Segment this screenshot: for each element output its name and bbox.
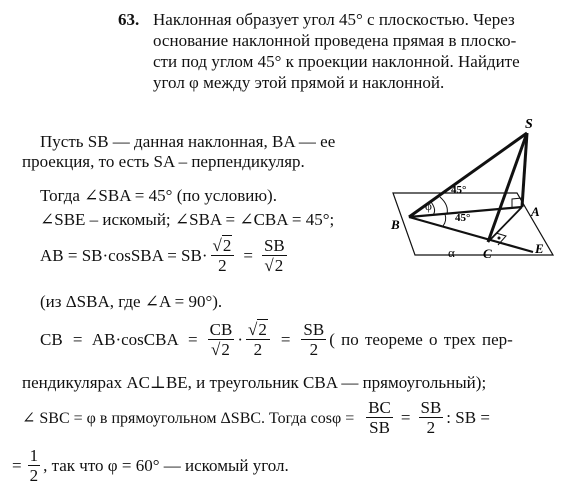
line-BE: [409, 217, 533, 252]
fraction-bc-over-sb: $\frac{BC}{SB}$: [368, 398, 391, 437]
angle-arc-45-top: [440, 197, 447, 214]
sqrt-symbol: √2: [212, 236, 232, 255]
equation-cos-phi-lhs: ∠ SBC = φ в прямоугольном ΔSBC. Тогда cosφ =: [22, 409, 355, 427]
equation-ab-lhs: AB = SB·cosSBA = SB·: [40, 245, 208, 265]
solution-intro-1: Пусть SB — данная наклонная, BA — ее: [40, 132, 336, 151]
sqrt-symbol: √2: [211, 340, 230, 359]
label-alpha: α: [448, 245, 455, 260]
equals-sign: =: [400, 407, 411, 427]
fraction-sb-over-2: $\frac{SB}{2}$: [420, 398, 442, 437]
problem-line-4: угол φ между этой прямой и наклонной.: [153, 73, 445, 92]
fraction-1-over-2: $\frac{1}{2}$: [29, 446, 39, 485]
fraction-cb-over-sqrt2: $\frac{CB}{√2}$: [209, 320, 233, 359]
equation-result: [12, 446, 289, 485]
equation-cos-phi-tail: : SB =: [446, 407, 490, 427]
equation-result-tail: , так что φ = 60° — искомый угол.: [43, 455, 289, 475]
geometry-figure: [385, 115, 570, 280]
plane-alpha: [393, 193, 553, 255]
label-A: A: [531, 204, 540, 219]
equation-ab: [40, 236, 290, 275]
fraction-sqrt2-over-2: $\frac{√2}{2}$: [246, 320, 270, 359]
fraction-sb-over-sqrt2: $\frac{SB}{√2}$: [263, 236, 285, 275]
solution-intro-2: проекция, то есть SA – перпендикуляр.: [22, 152, 305, 171]
problem-line-1: Наклонная образует угол 45° с плоскостью. Через: [153, 10, 515, 29]
solution-line-6: (из ΔSBA, где ∠A = 90°).: [40, 292, 223, 311]
equation-cb-tail: ( по теореме о трех пер-: [329, 329, 513, 349]
equation-cb-lhs: CB = AB·cosCBA =: [40, 329, 198, 349]
problem-line-2: основание наклонной проведена прямая в плоско-: [153, 31, 517, 50]
label-E: E: [535, 241, 544, 256]
right-angle-dot-C: [498, 237, 501, 240]
fraction-sb-over-2: $\frac{SB}{2}$: [303, 320, 325, 359]
solution-line-3: Тогда ∠SBA = 45° (по условию).: [40, 186, 277, 205]
fraction-sqrt2-over-2: $\frac{√2}{2}$: [211, 236, 235, 275]
equation-cb: CB = AB·cosCBA = $\frac{CB}{√2}$ · $\frac{√2}{2}$ = $\frac{SB}{2}$ ( по теореме о трех пер-: [40, 320, 513, 359]
sqrt-symbol: √2: [247, 320, 267, 339]
label-angle-45-top: 45°: [451, 184, 467, 196]
problem-number: 63.: [118, 10, 140, 29]
equation-result-lead: =: [12, 455, 22, 475]
label-C: C: [483, 246, 492, 261]
line-SC: [488, 133, 527, 242]
solution-line-4: ∠SBE – искомый; ∠SBA = ∠CBA = 45°;: [40, 210, 335, 229]
angle-arc-45-bottom: [443, 214, 446, 226]
equation-cos-phi: [22, 398, 490, 437]
label-B: B: [391, 217, 400, 232]
label-angle-45-bottom: 45°: [455, 212, 471, 224]
sqrt-symbol: √2: [264, 256, 284, 275]
equals-sign: =: [243, 245, 253, 265]
equals-sign: =: [280, 329, 291, 349]
solution-line-8: пендикулярах AC⊥BE, и треугольник CBA — прямоугольный);: [22, 373, 487, 392]
problem-line-3: сти под углом 45° к проекции наклонной. Найдите: [153, 52, 520, 71]
label-phi: φ: [425, 199, 432, 213]
label-S: S: [525, 117, 533, 132]
